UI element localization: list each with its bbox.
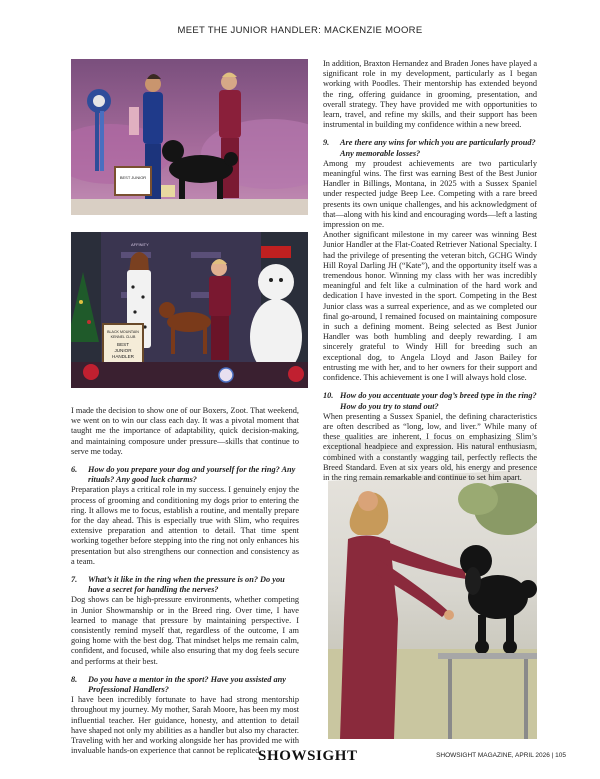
answer-9-part-2: Another significant milestone in my career was winning Best Junior Handler at the Flat-Coated Retriever National Specialty. I had the privilege of presenting the veteran bitch, GCHG Windy Hill Royal Darling JH (“Kate”), and the opportunity itself was a tremendous honor. Winning my class with her was incredibly meaningful and felt like a culmination of the hard work and dedication I have invested in the sport. Competing in the Best Junior class was a surreal experience, and as we completed our final go-around, I remained focused on maintaining composure in such a defining moment. Being selected as Best Junior Handler was both humbling and deeply rewarding. I am sincerely grateful to Windy Hill for breeding such an exceptional dog, to Angela Lloyd and Jason Bailey for entrusting me with her, and to her owners for their support and confidence. This achievement is one I will always hold close. (323, 230, 537, 383)
page-header: MEET THE JUNIOR HANDLER: MACKENZIE MOORE (177, 25, 423, 36)
question-number: 7. (71, 575, 78, 585)
sign-line-3: BEST (117, 342, 129, 347)
page-footer-info: SHOWSIGHT MAGAZINE, APRIL 2026 | 105 (436, 752, 566, 759)
banner-text: AFFINITY (131, 242, 149, 247)
question-7 (71, 575, 299, 595)
photo-best-junior-boxer (71, 232, 308, 388)
question-8 (71, 675, 299, 695)
question-text: Do you have a mentor in the sport? Have you assisted any Professional Handlers? (88, 674, 286, 695)
question-number: 9. (323, 138, 330, 148)
right-intro-paragraph: In addition, Braxton Hernandez and Braden Jones have played a significant role in my development, particularly as I began working with Poodles. Their mentorship has extended beyond the ring, offering guidance in grooming, presentation, and overall strategy. They have provided me with opportunities to learn, travel, and refine my skills, and their support has been instrumental in building my confidence within a new breed. (323, 59, 537, 130)
question-10 (323, 391, 537, 411)
answer-7: Dog shows can be high-pressure environments, whether competing in Junior Showmanship or in the Breed ring. Over time, I have learned to manage that pressure by maintaining perspective. I consistently remind myself that, regardless of the outcome, I am going home with the best dog. That mindset helps me remain calm, confident, and focused, while also ensuring that my dog feels secure and performs at their best. (71, 595, 299, 666)
left-column (71, 406, 299, 757)
photo-best-junior-poodle-illustration (71, 59, 308, 215)
answer-6: Preparation plays a critical role in my success. I genuinely enjoy the process of grooming and conditioning my dogs prior to entering the ring. It allows me to focus, establish a routine, and mentally prepare for the day ahead. This is especially true with Slim, who requires extensive preparation and attention to detail. That time spent working together before stepping into the ring not only enhances his presentation but also strengthens our connection and consistency as a team. (71, 485, 299, 566)
sign-line-5: HANDLER (112, 354, 134, 359)
question-number: 8. (71, 674, 78, 684)
photo-poodle-grooming-illustration (328, 439, 537, 739)
photo-best-junior-boxer-illustration (71, 232, 308, 388)
sign-line-2: KENNEL CLUB (110, 335, 136, 339)
question-number: 10. (323, 391, 334, 401)
question-number: 6. (71, 465, 78, 475)
question-6 (71, 465, 299, 485)
question-text: Are there any wins for which you are particularly proud? Any memorable losses? (340, 138, 536, 158)
answer-10: When presenting a Sussex Spaniel, the defining characteristics are often described as “long, low, and liver.” While many of these qualities are inherent, I focus on emphasizing Slim’s exceptional headpiece and expression. His natural enthusiasm, combined with a constantly wagging tail, perfectly reflects the Breed Standard. Even at six years old, his energy and presence in the ring remain remarkable and continue to set him apart. (323, 411, 537, 482)
right-column (323, 59, 537, 483)
answer-8: I have been incredibly fortunate to have had strong mentorship throughout my journey. My mother, Sarah Moore, has been my most influential teacher. Her guidance, honesty, and attention to detail have shaped not only my abilities as a handler but also my character. Traveling with her and working alongside her has provided me with invaluable hands-on experience that cannot be replicated. (71, 695, 299, 756)
magazine-logo: SHOWSIGHT (258, 748, 358, 764)
photo-poodle-grooming-table (328, 439, 537, 739)
answer-9-part-1: Among my proudest achievements are two particularly meaningful wins. The first was earning Best of the Best Junior Handler in Billings, Montana, in 2025 with a Sussex Spaniel under respected judge Beep Lee. Competing with a rare breed presents its own unique challenges, and his acknowledgment of that—along with his kind and encouraging words—left a lasting impression on me. (323, 158, 537, 230)
sign-best-junior: BEST JUNIOR (119, 175, 147, 180)
photo-best-junior-poodle (71, 59, 308, 215)
question-text: How do you accentuate your dog’s breed type in the ring? How do you try to stand out? (340, 391, 537, 411)
sign-line-4: JUNIOR (114, 348, 132, 353)
sign-line-1: BLACK MOUNTAIN (107, 330, 139, 334)
question-9 (323, 138, 537, 158)
left-intro-paragraph: I made the decision to show one of our Boxers, Zoot. That weekend, we went on to win our class each day. It was a pivotal moment that taught me the importance of adaptability, quick decision-making, and maintaining composure under pressure—skills that continue to serve me today. (71, 406, 299, 456)
question-text: What’s it like in the ring when the pressure is on? Do you have a secret for handling the nerves? (88, 575, 285, 595)
question-text: How do you prepare your dog and yourself for the ring? Any rituals? Any good luck charms? (88, 465, 296, 485)
